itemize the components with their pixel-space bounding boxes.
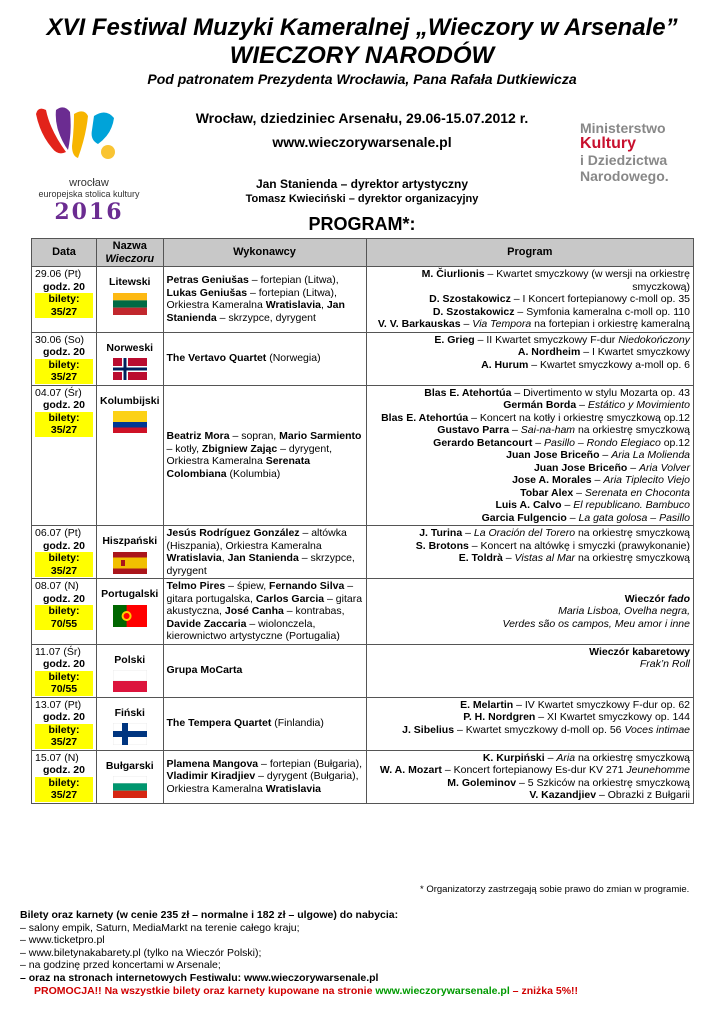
ministry-logo-line3: i Dziedzictwa — [580, 152, 668, 168]
evening-cell — [97, 644, 164, 697]
tickets-label: bilety: — [35, 605, 93, 618]
col-header-evening-line2: Wieczoru — [105, 252, 155, 265]
date-cell — [32, 750, 97, 803]
evening-name: Polski — [114, 653, 146, 666]
table-row — [32, 385, 694, 526]
program-cell: K. Kurpiński – Aria na orkiestrę smyczkową W. A. Mozart – Koncert fortepianowy Es-dur KV 271 Jeunehomme M. Goleminov – 5 Szkiców na orkiestrę smyczkową V. Kazandjiev – Obrazki z Bułgarii — [366, 750, 693, 803]
concert-hour: godz. 20 — [42, 399, 85, 411]
date-cell — [32, 385, 97, 526]
tickets-label: bilety: — [35, 777, 93, 790]
table-header-row — [32, 239, 694, 267]
wroclaw-2016-logo — [28, 100, 150, 225]
performers-cell: Telmo Pires – śpiew, Fernando Silva – gitara portugalska, Carlos Garcia – gitara akustyczna, José Canha – kontrabas, Davide Zaccaria – wiolonczela, kierownictwo artystyczne (Portugalia) — [163, 579, 366, 645]
tickets-info — [20, 909, 578, 997]
concert-date: 13.07 (Pt) — [35, 698, 82, 711]
tickets-label: bilety: — [35, 552, 93, 565]
tickets-item[interactable]: – www.ticketpro.pl — [20, 934, 105, 947]
ticket-price: 35/27 — [35, 789, 93, 802]
evening-cell — [97, 385, 164, 526]
flag-poland-icon — [113, 670, 147, 692]
patronage-line: Pod patronatem Prezydenta Wrocławia, Pana Rafała Dutkiewicza — [147, 71, 577, 87]
concert-hour: godz. 20 — [42, 764, 85, 776]
evening-cell — [97, 267, 164, 333]
festival-title: XVI Festiwal Muzyki Kameralnej „Wieczory w Arsenale” — [46, 14, 678, 41]
flag-portugal-icon — [113, 605, 147, 627]
performers-cell: Grupa MoCarta — [163, 644, 366, 697]
program-table — [31, 238, 694, 804]
festival-subtitle: WIECZORY NARODÓW — [229, 42, 495, 69]
concert-date: 11.07 (Śr) — [35, 645, 81, 658]
flag-norway-icon — [113, 358, 147, 380]
col-header-evening-line1: Nazwa — [112, 240, 147, 252]
ticket-price: 70/55 — [35, 618, 93, 631]
program-cell: E. Grieg – II Kwartet smyczkowy F-dur Niedokończony A. Nordheim – I Kwartet smyczkowy A. Hurum – Kwartet smyczkowy a-moll op. 6 — [366, 332, 693, 385]
performers-cell: Plamena Mangova – fortepian (Bułgaria), Vladimir Kiradjiev – dyrygent (Bułgaria), Orkiestra Kameralna Wratislavia — [163, 750, 366, 803]
concert-date: 06.07 (Pt) — [35, 527, 82, 539]
footnote: * Organizatorzy zastrzegają sobie prawo do zmian w programie. — [420, 884, 690, 895]
date-cell — [32, 644, 97, 697]
concert-date: 04.07 (Śr) — [35, 386, 82, 399]
program-cell: Wieczór kabaretowy Frak’n Roll — [366, 644, 693, 697]
website-link[interactable]: www.wieczorywarsenale.pl — [272, 134, 452, 150]
ministry-logo-line1: Ministerstwo — [580, 120, 666, 136]
wroclaw-logo-year: 2016 — [54, 199, 124, 225]
artistic-director: Jan Stanienda – dyrektor artystyczny — [255, 177, 469, 191]
flag-finland-icon — [113, 723, 147, 745]
concert-hour: godz. 20 — [42, 592, 85, 605]
date-cell — [32, 332, 97, 385]
table-row — [32, 750, 694, 803]
table-row — [32, 579, 694, 645]
evening-cell — [97, 697, 164, 750]
ticket-price: 35/27 — [35, 424, 93, 437]
evening-cell — [97, 526, 164, 579]
concert-date: 08.07 (N) — [35, 580, 79, 592]
date-cell — [32, 267, 97, 333]
concert-hour: godz. 20 — [42, 280, 85, 293]
ministry-logo-line2: Kultury — [580, 135, 636, 152]
ticket-price: 70/55 — [35, 683, 93, 696]
program-cell: E. Melartin – IV Kwartet smyczkowy F-dur op. 62 P. H. Nordgren – XI Kwartet smyczkowy op. 144 J. Sibelius – Kwartet smyczkowy d-moll op. 56 Voces intimae — [366, 697, 693, 750]
tickets-label: bilety: — [35, 359, 93, 372]
concert-hour: godz. 20 — [42, 539, 85, 552]
evening-name: Norweski — [106, 341, 154, 354]
ticket-price: 35/27 — [35, 565, 93, 578]
evening-cell — [97, 332, 164, 385]
tickets-heading: Bilety oraz karnety (w cenie 235 zł – normalne i 182 zł – ulgowe) do nabycia: — [20, 909, 399, 921]
wroclaw-logo-tagline: europejska stolica kultury — [38, 189, 140, 199]
tickets-item-website[interactable]: – oraz na stronach internetowych Festiwalu: www.wieczorywarsenale.pl — [20, 971, 379, 984]
wroclaw-logo-name: wrocław — [69, 177, 109, 189]
concert-date: 15.07 (N) — [35, 751, 79, 764]
program-cell: Wieczór fado Maria Lisboa, Ovelha negra, Verdes são os campos, Meu amor i inne — [366, 579, 693, 645]
ministry-logo-line4: Narodowego. — [580, 168, 669, 184]
promo-text: PROMOCJA!! Na wszystkie bilety oraz karnety kupowane na stronie — [34, 984, 376, 997]
tickets-label: bilety: — [35, 412, 93, 425]
date-cell — [32, 697, 97, 750]
flag-bulgaria-icon — [113, 776, 147, 798]
evening-cell — [97, 579, 164, 645]
evening-name: Litewski — [109, 276, 151, 288]
performers-cell: Petras Geniušas – fortepian (Litwa), Lukas Geniušas – fortepian (Litwa), Orkiestra Kameralna Wratislavia, Jan Stanienda – skrzypce, dyrygent — [163, 267, 366, 333]
concert-hour: godz. 20 — [42, 711, 85, 723]
performers-cell: The Vertavo Quartet (Norwegia) — [163, 332, 366, 385]
evening-name: Portugalski — [101, 588, 159, 600]
promo-discount: – zniżka 5%!! — [509, 984, 579, 997]
col-header-evening — [97, 239, 164, 267]
table-row — [32, 332, 694, 385]
table-row — [32, 644, 694, 697]
venue-dates: Wrocław, dziedziniec Arsenału, 29.06-15.07.2012 r. — [195, 110, 529, 126]
performers-cell: Jesús Rodríguez González – altówka (Hiszpania), Orkiestra Kameralna Wratislavia, Jan Stanienda – skrzypce, dyrygent — [163, 526, 366, 579]
organizational-director: Tomasz Kwieciński – dyrektor organizacyjny — [245, 193, 479, 205]
concert-hour: godz. 20 — [42, 346, 85, 358]
evening-name: Bułgarski — [105, 759, 154, 772]
ticket-price: 35/27 — [35, 371, 93, 384]
col-header-date: Data — [32, 239, 97, 267]
date-cell — [32, 526, 97, 579]
table-row — [32, 697, 694, 750]
col-header-performers: Wykonawcy — [163, 239, 366, 267]
tickets-item: – na godzinę przed koncertami w Arsenale; — [20, 959, 221, 972]
table-row — [32, 267, 694, 333]
concert-hour: godz. 20 — [42, 658, 85, 670]
tickets-label: bilety: — [35, 671, 93, 684]
date-cell — [32, 579, 97, 645]
program-cell: J. Turina – La Oración del Torero na orkiestrę smyczkową S. Brotons – Koncert na altówkę i smyczki (prawykonanie) E. Toldrà – Vistas al Mar na orkiestrę smyczkową — [366, 526, 693, 579]
tickets-label: bilety: — [35, 293, 93, 306]
flag-colombia-icon — [113, 411, 147, 433]
ticket-price: 35/27 — [35, 736, 93, 749]
performers-cell: Beatriz Mora – sopran, Mario Sarmiento – kotły, Zbigniew Zając – dyrygent, Orkiestra Kameralna Serenata Colombiana (Kolumbia) — [163, 385, 366, 526]
program-cell: M. Čiurlionis – Kwartet smyczkowy (w wersji na orkiestrę smyczkową) D. Szostakowicz – I Koncert fortepianowy c-moll op. 35 D. Szostakowicz – Symfonia kameralna c-moll op. 110 V. V. Barkauskas – Via Tempora na fortepian i orkiestrę kameralną — [366, 267, 693, 333]
promo-line — [20, 985, 578, 998]
table-row — [32, 526, 694, 579]
tickets-item[interactable]: – www.biletynakabarety.pl (tylko na Wieczór Polski); — [20, 946, 262, 959]
promo-link[interactable]: www.wieczorywarsenale.pl — [375, 984, 510, 997]
evening-name: Hiszpański — [102, 535, 158, 547]
evening-cell — [97, 750, 164, 803]
concert-date: 29.06 (Pt) — [35, 268, 82, 280]
evening-name: Fiński — [114, 706, 145, 719]
performers-cell: The Tempera Quartet (Finlandia) — [163, 697, 366, 750]
program-cell: Blas E. Atehortúa – Divertimento w stylu Mozarta op. 43 Germán Borda – Estático y Movimiento Blas E. Atehortúa – Koncert na kotły i orkiestrę smyczkową op.12 Gustavo Parra – Sai-na-ham na orkiestrę smyczkową Gerardo Betancourt – Pasillo – Rondo Elegiaco op.12 Juan Jose Briceño – Aria La Molienda Juan Jose Briceño – Aria Volver Jose A. Morales – Aria Tiplecito Viejo Tobar Alex – Serenata en Choconta Luis A. Calvo – El republicano. Bambuco Garcia Fulgencio – La gata golosa – Pasillo — [366, 385, 693, 526]
program-heading: PROGRAM*: — [308, 214, 416, 234]
tickets-label: bilety: — [35, 724, 93, 737]
evening-name: Kolumbijski — [100, 394, 160, 407]
flag-lithuania-icon — [113, 293, 147, 315]
col-header-program: Program — [366, 239, 693, 267]
tickets-item: – salony empik, Saturn, MediaMarkt na terenie całego kraju; — [20, 921, 300, 934]
ticket-price: 35/27 — [35, 306, 93, 319]
concert-date: 30.06 (So) — [35, 333, 85, 346]
flag-spain-icon — [113, 552, 147, 574]
wroclaw-logo-mark-icon — [28, 100, 150, 172]
ministry-culture-logo — [580, 120, 690, 184]
